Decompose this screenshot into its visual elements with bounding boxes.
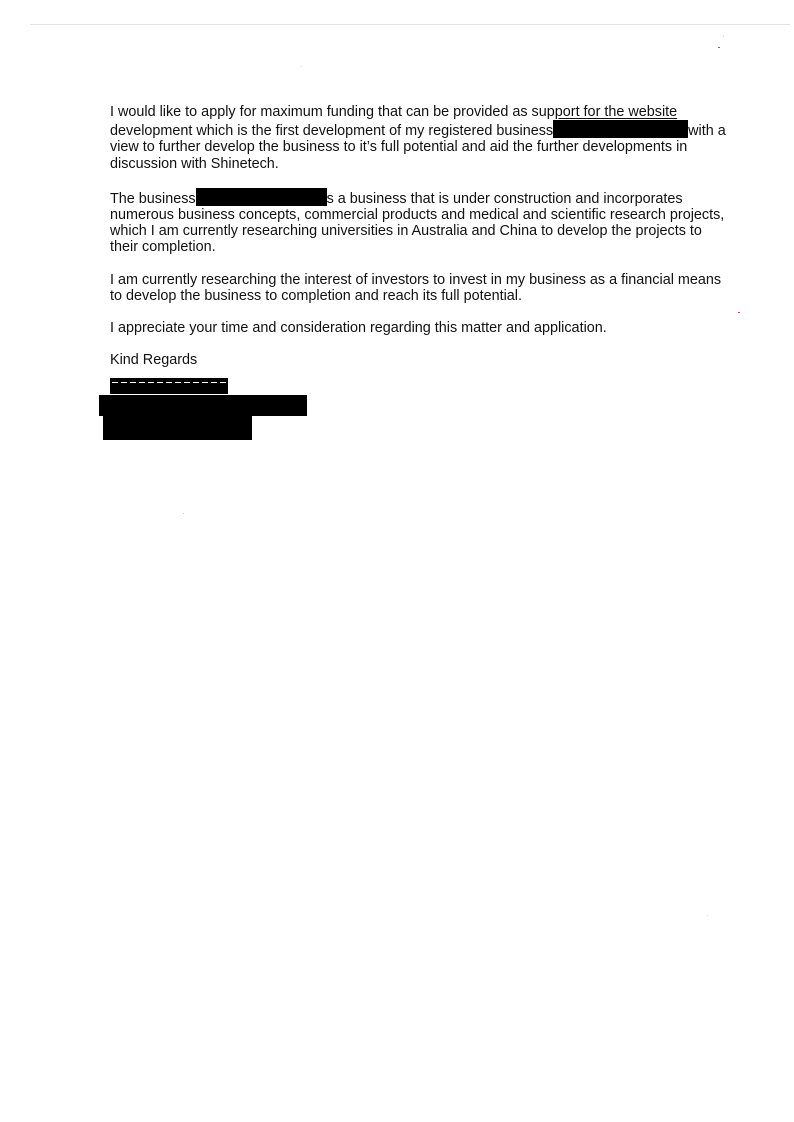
redacted-signature-line-2	[99, 395, 307, 416]
paragraph-funding-request	[110, 104, 730, 172]
closing-line: Kind Regards	[110, 352, 198, 369]
letter-body	[110, 104, 730, 384]
redacted-signature-line-3	[103, 416, 252, 440]
scan-speck	[707, 915, 708, 916]
redaction-texture	[112, 382, 226, 383]
scan-edge-line	[30, 24, 790, 25]
scan-speck	[301, 66, 302, 67]
paragraph-text: with a view to further develop the business to it’s full potential and aid the further developments in discussion with Shinetech.	[110, 123, 726, 172]
red-speck	[718, 47, 720, 48]
paragraph-appreciation: I appreciate your time and consideration regarding this matter and application.	[110, 320, 607, 337]
paragraph-investors: I am currently researching the interest of investors to invest in my business as a financial means to develop the business to completion and reach its full potential.	[110, 271, 722, 304]
redacted-signature-name	[110, 378, 228, 394]
paragraph-text: development which is the first development of my registered business	[110, 123, 554, 140]
paragraph-business-description	[110, 188, 730, 256]
red-speck	[738, 312, 740, 313]
paragraph-text: I would like to apply for maximum funding that can be provided as sup	[110, 104, 555, 120]
paragraph-text: s a business that is under construction and incorporates numerous business concepts, commercial products and medical and scientific research projects, which I am currently researching universities in Australia and China to develop the projects to their completion.	[110, 190, 725, 256]
redaction-bar	[553, 120, 688, 138]
paragraph-text: The business	[110, 190, 196, 207]
scan-speck	[183, 513, 184, 514]
redaction-bar	[196, 188, 327, 206]
scan-speck	[723, 36, 724, 37]
underlined-text: port for the website	[554, 104, 678, 120]
